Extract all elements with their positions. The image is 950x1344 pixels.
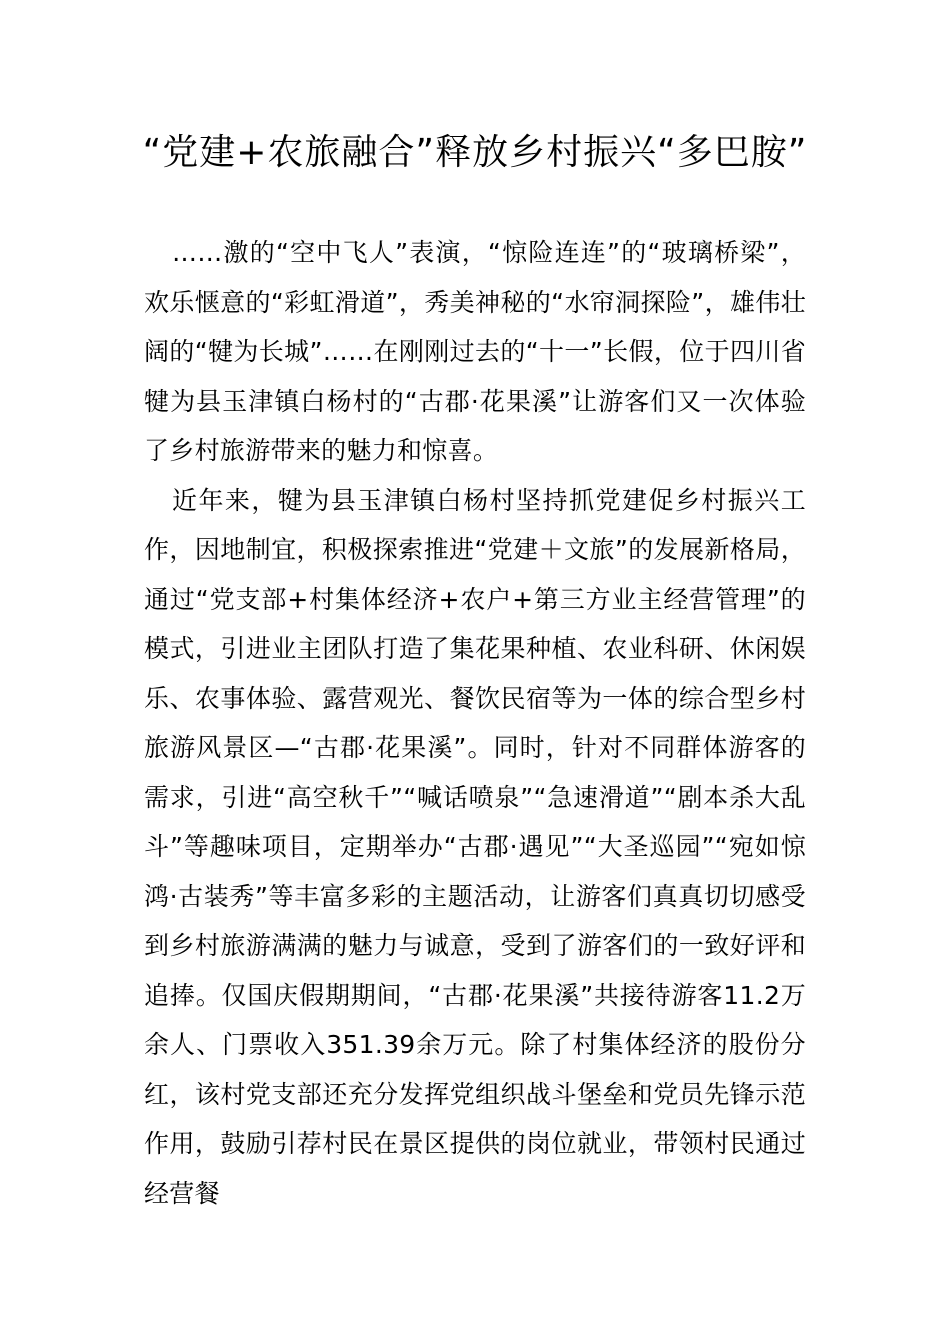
- paragraph-intro: ……激的“空中飞人”表演，“惊险连连”的“玻璃桥梁”，欢乐惬意的“彩虹滑道”，秀美神秘的“水帘洞探险”，雄伟壮阔的“犍为长城”……在刚刚过去的“十一”长假，位于四川省犍为县玉津镇白杨村的“古郡·花果溪”让游客们又一次体验了乡村旅游带来的魅力和惊喜。: [144, 238, 806, 465]
- document-body: [144, 228, 806, 1218]
- paragraph-main: 近年来，犍为县玉津镇白杨村坚持抓党建促乡村振兴工作，因地制宜，积极探索推进“党建＋文旅”的发展新格局，通过“党支部+村集体经济+农户+第三方业主经营管理”的模式，引进业主团队打造了集花果种植、农业科研、休闲娱乐、农事体验、露营观光、餐饮民宿等为一体的综合型乡村旅游风景区—“古郡·花果溪”。同时，针对不同群体游客的需求，引进“高空秋千”“喊话喷泉”“急速滑道”“剧本杀大乱斗”等趣味项目，定期举办“古郡·遇见”“大圣巡园”“宛如惊鸿·古装秀”等丰富多彩的主题活动，让游客们真真切切感受到乡村旅游满满的魅力与诚意，受到了游客们的一致好评和追捧。仅国庆假期期间，“古郡·花果溪”共接待游客11.2万余人、门票收入351.39余万元。除了村集体经济的股份分红，该村党支部还充分发挥党组织战斗堡垒和党员先锋示范作用，鼓励引荐村民在景区提供的岗位就业，带领村民通过经营餐: [144, 485, 806, 1208]
- document-title: “党建+农旅融合”释放乡村振兴“多巴胺”: [142, 132, 808, 173]
